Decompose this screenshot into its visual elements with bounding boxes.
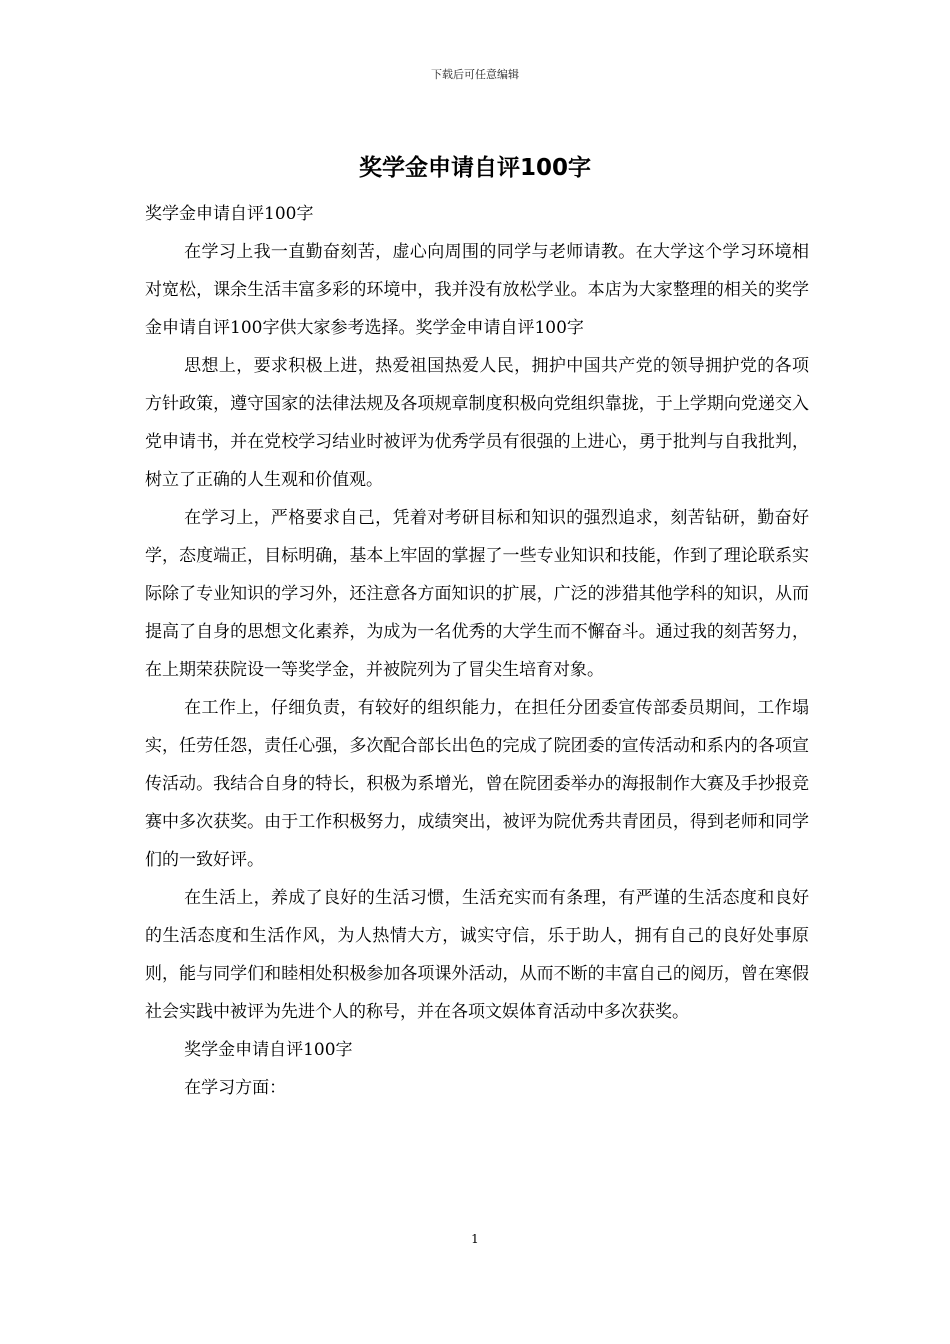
section-subheading: 在学习方面： xyxy=(184,1078,287,1098)
page-number: 1 xyxy=(471,1232,479,1246)
section-heading: 奖学金申请自评100字 xyxy=(184,1040,353,1060)
paragraph-intro: 在学习上我一直勤奋刻苦，虚心向周围的同学与老师请教。在大学这个学习环境相对宽松，课余生活丰富多彩的环境中，我并没有放松学业。本店为大家整理的相关的奖学金申请自评100字供大家参考选择。奖学金申请自评100字 xyxy=(145,242,809,338)
document-body xyxy=(145,195,809,1107)
page-header-note: 下载后可任意编辑 xyxy=(431,68,519,81)
paragraph-work: 在工作上，仔细负责，有较好的组织能力，在担任分团委宣传部委员期间，工作塌实，任劳任怨，责任心强，多次配合部长出色的完成了院团委的宣传活动和系内的各项宣传活动。我结合自身的特长，积极为系增光，曾在院团委举办的海报制作大赛及手抄报竞赛中多次获奖。由于工作积极努力，成绩突出，被评为院优秀共青团员，得到老师和同学们的一致好评。 xyxy=(145,698,809,870)
paragraph-study: 在学习上，严格要求自己，凭着对考研目标和知识的强烈追求，刻苦钻研，勤奋好学，态度端正，目标明确，基本上牢固的掌握了一些专业知识和技能，作到了理论联系实际除了专业知识的学习外，还注意各方面知识的扩展，广泛的涉猎其他学科的知识，从而提高了自身的思想文化素养，为成为一名优秀的大学生而不懈奋斗。通过我的刻苦努力，在上期荣获院设一等奖学金，并被院列为了冒尖生培育对象。 xyxy=(145,508,809,680)
document-title: 奖学金申请自评100字 xyxy=(358,155,591,181)
paragraph-life: 在生活上，养成了良好的生活习惯，生活充实而有条理，有严谨的生活态度和良好的生活态度和生活作风，为人热情大方，诚实守信，乐于助人，拥有自己的良好处事原则，能与同学们和睦相处积极参加各项课外活动，从而不断的丰富自己的阅历，曾在寒假社会实践中被评为先进个人的称号，并在各项文娱体育活动中多次获奖。 xyxy=(145,888,809,1022)
paragraph-ideology: 思想上，要求积极上进，热爱祖国热爱人民，拥护中国共产党的领导拥护党的各项方针政策，遵守国家的法律法规及各项规章制度积极向党组织靠拢，于上学期向党递交入党申请书，并在党校学习结业时被评为优秀学员有很强的上进心，勇于批判与自我批判，树立了正确的人生观和价值观。 xyxy=(145,356,809,490)
document-subtitle: 奖学金申请自评100字 xyxy=(145,204,314,224)
